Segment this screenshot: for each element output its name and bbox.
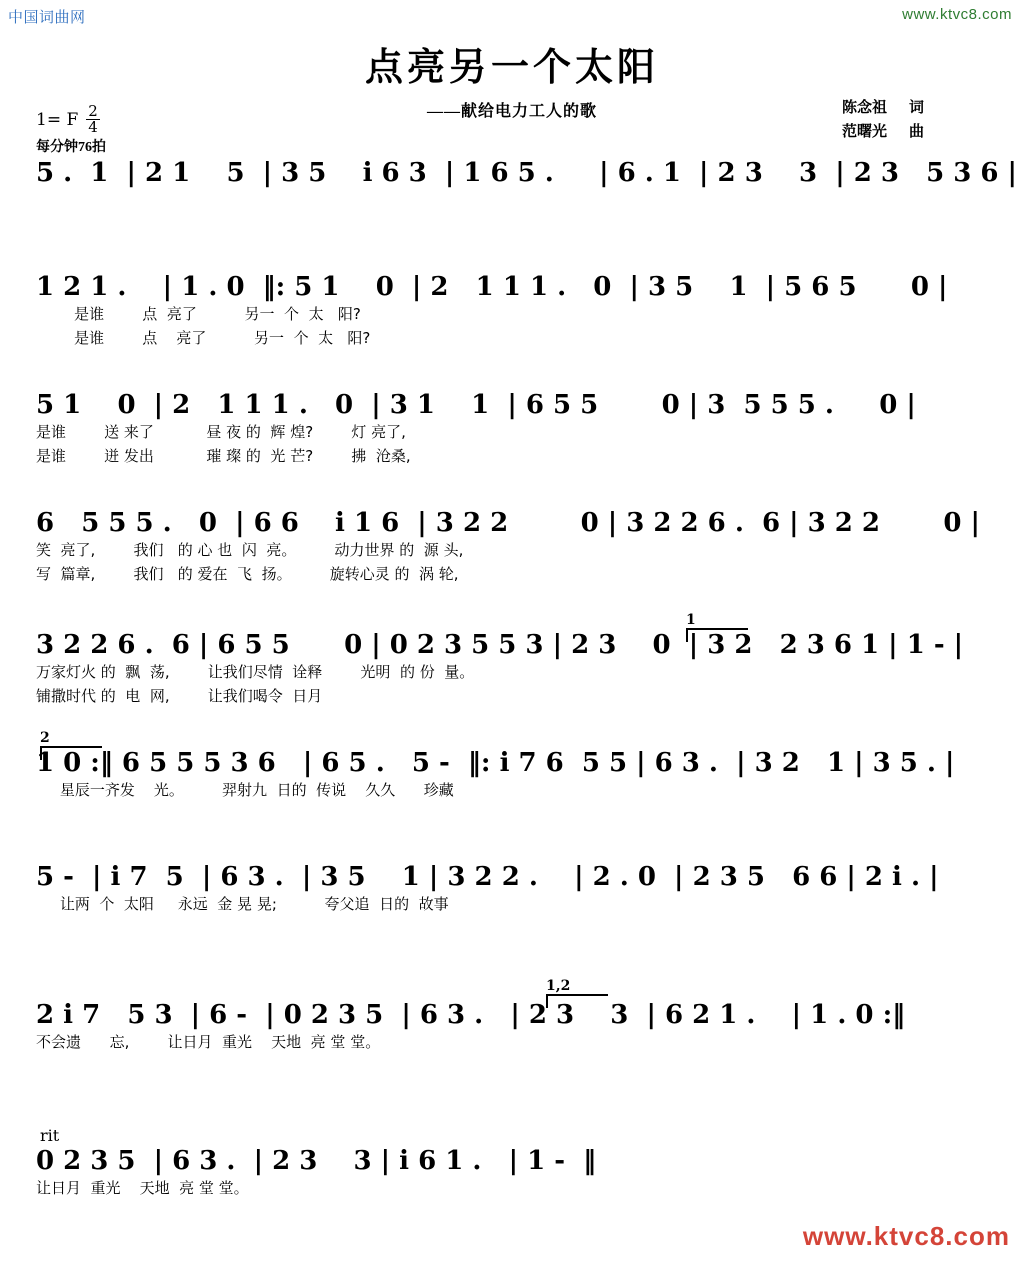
composer-name: 范曙光 — [841, 124, 887, 140]
ending-bracket-line — [546, 994, 608, 1008]
ending-number: 1,2 — [546, 978, 571, 994]
notes-line: 5 - | i 7 5 | 6 3 . | 3 5 1 | 3 2 2 . | 2 . 0 | 2 3 5 6 6 | 2 i . | — [36, 862, 939, 892]
notes-line: 1 2 1 . | 1 . 0 ‖: 5 1 0 | 2 1 1 1 . 0 | 3 5 1 | 5 6 5 0 | — [36, 272, 948, 302]
lyric-verse-1: 让两 个 太阳 永远 金 晃 晃; 夸父追 日的 故事 — [36, 895, 449, 913]
tempo-marking: 每分钟76拍 — [36, 140, 106, 155]
ending-bracket-2 — [40, 730, 102, 760]
ending-bracket-1-2 — [546, 978, 608, 1008]
ending-number: 2 — [40, 730, 50, 746]
lyric-verse-1: 星辰一齐发 光。 羿射九 日的 传说 久久 珍藏 — [36, 781, 454, 799]
music-system-3 — [36, 390, 996, 468]
composer-role: 曲 — [908, 124, 924, 140]
notes-line: 2 i 7 5 3 | 6 - | 0 2 3 5 | 6 3 . | 2 3 3 | 6 2 1 . | 1 . 0 :‖ — [36, 1000, 906, 1030]
key-signature — [36, 104, 100, 135]
lyric-verse-2: 铺撒时代 的 电 网, 让我们喝令 日月 — [36, 687, 323, 705]
credits — [842, 96, 924, 144]
notes-line: 6 5 5 5 . 0 | 6 6 i 1 6 | 3 2 2 0 | 3 2 2 6 . 6 | 3 2 2 0 | — [36, 508, 980, 538]
lyricist-name: 陈念祖 — [841, 100, 887, 116]
watermark-top-right: www.ktvc8.com — [902, 6, 1012, 23]
music-system-9 — [36, 1146, 996, 1200]
notes-line: 3 2 2 6 . 6 | 6 5 5 0 | 0 2 3 5 5 3 | 2 3 0 | 3 2 2 3 6 1 | 1 - | — [36, 630, 964, 660]
time-signature — [86, 104, 100, 135]
ending-bracket-line — [40, 746, 102, 760]
lyric-verse-1: 笑 亮了, 我们 的 心 也 闪 亮。 动力世界 的 源 头, — [36, 541, 464, 559]
expression-rit: rit — [40, 1126, 60, 1145]
notes-line: 0 2 3 5 | 6 3 . | 2 3 3 | i 6 1 . | 1 - ‖ — [36, 1146, 597, 1176]
lyric-verse-1: 是谁 点 亮了 另一 个 太 阳? — [36, 305, 361, 323]
lyric-verse-1: 万家灯火 的 飘 荡, 让我们尽情 诠释 光明 的 份 量。 — [36, 663, 475, 681]
lyric-verse-2: 是谁 迸 发出 璀 璨 的 光 芒? 拂 沧桑, — [36, 447, 411, 465]
ending-bracket-line — [686, 628, 748, 642]
time-signature-denominator: 4 — [88, 118, 98, 136]
notes-line: 5 1 0 | 2 1 1 1 . 0 | 3 1 1 | 6 5 5 0 | 3 5 5 5 . 0 | — [36, 390, 916, 420]
music-system-5 — [36, 612, 996, 708]
ending-number: 1 — [686, 612, 696, 628]
lyric-verse-1: 不会遗 忘, 让日月 重光 天地 亮 堂 堂。 — [36, 1033, 381, 1051]
lyric-verse-2: 写 篇章, 我们 的 爱在 飞 扬。 旋转心灵 的 涡 轮, — [36, 565, 459, 583]
lyric-verse-2: 是谁 点 亮了 另一 个 太 阳? — [36, 329, 371, 347]
key-label: 1= F — [36, 109, 79, 130]
lyric-verse-1: 让日月 重光 天地 亮 堂 堂。 — [36, 1179, 249, 1197]
page-title: 点亮另一个太阳 — [364, 44, 659, 89]
music-system-8 — [36, 978, 996, 1054]
music-system-1 — [36, 158, 1017, 188]
music-system-6 — [36, 730, 996, 802]
lyric-verse-1: 是谁 送 来了 昼 夜 的 辉 煌? 灯 亮了, — [36, 423, 406, 441]
music-system-7 — [36, 862, 996, 916]
watermark-bottom-right: www.ktvc8.com — [802, 1221, 1010, 1251]
ending-bracket-1 — [686, 612, 748, 642]
music-system-4 — [36, 508, 996, 586]
notes-line: 1 0 :‖ 6 5 5 5 3 6 | 6 5 . 5 - ‖: i 7 6 5 5 | 6 3 . | 3 2 1 | 3 5 . | — [36, 748, 955, 778]
watermark-top-left: 中国词曲网 — [8, 9, 86, 26]
notes-line: 5 . 1 | 2 1 5 | 3 5 i 6 3 | 1 6 5 . | 6 . 1 | 2 3 3 | 2 3 5 3 6 | — [36, 158, 1017, 188]
music-system-2 — [36, 272, 996, 350]
page-subtitle: ——献给电力工人的歌 — [426, 103, 597, 120]
lyricist-role: 词 — [908, 100, 924, 116]
time-signature-numerator: 2 — [88, 102, 98, 120]
